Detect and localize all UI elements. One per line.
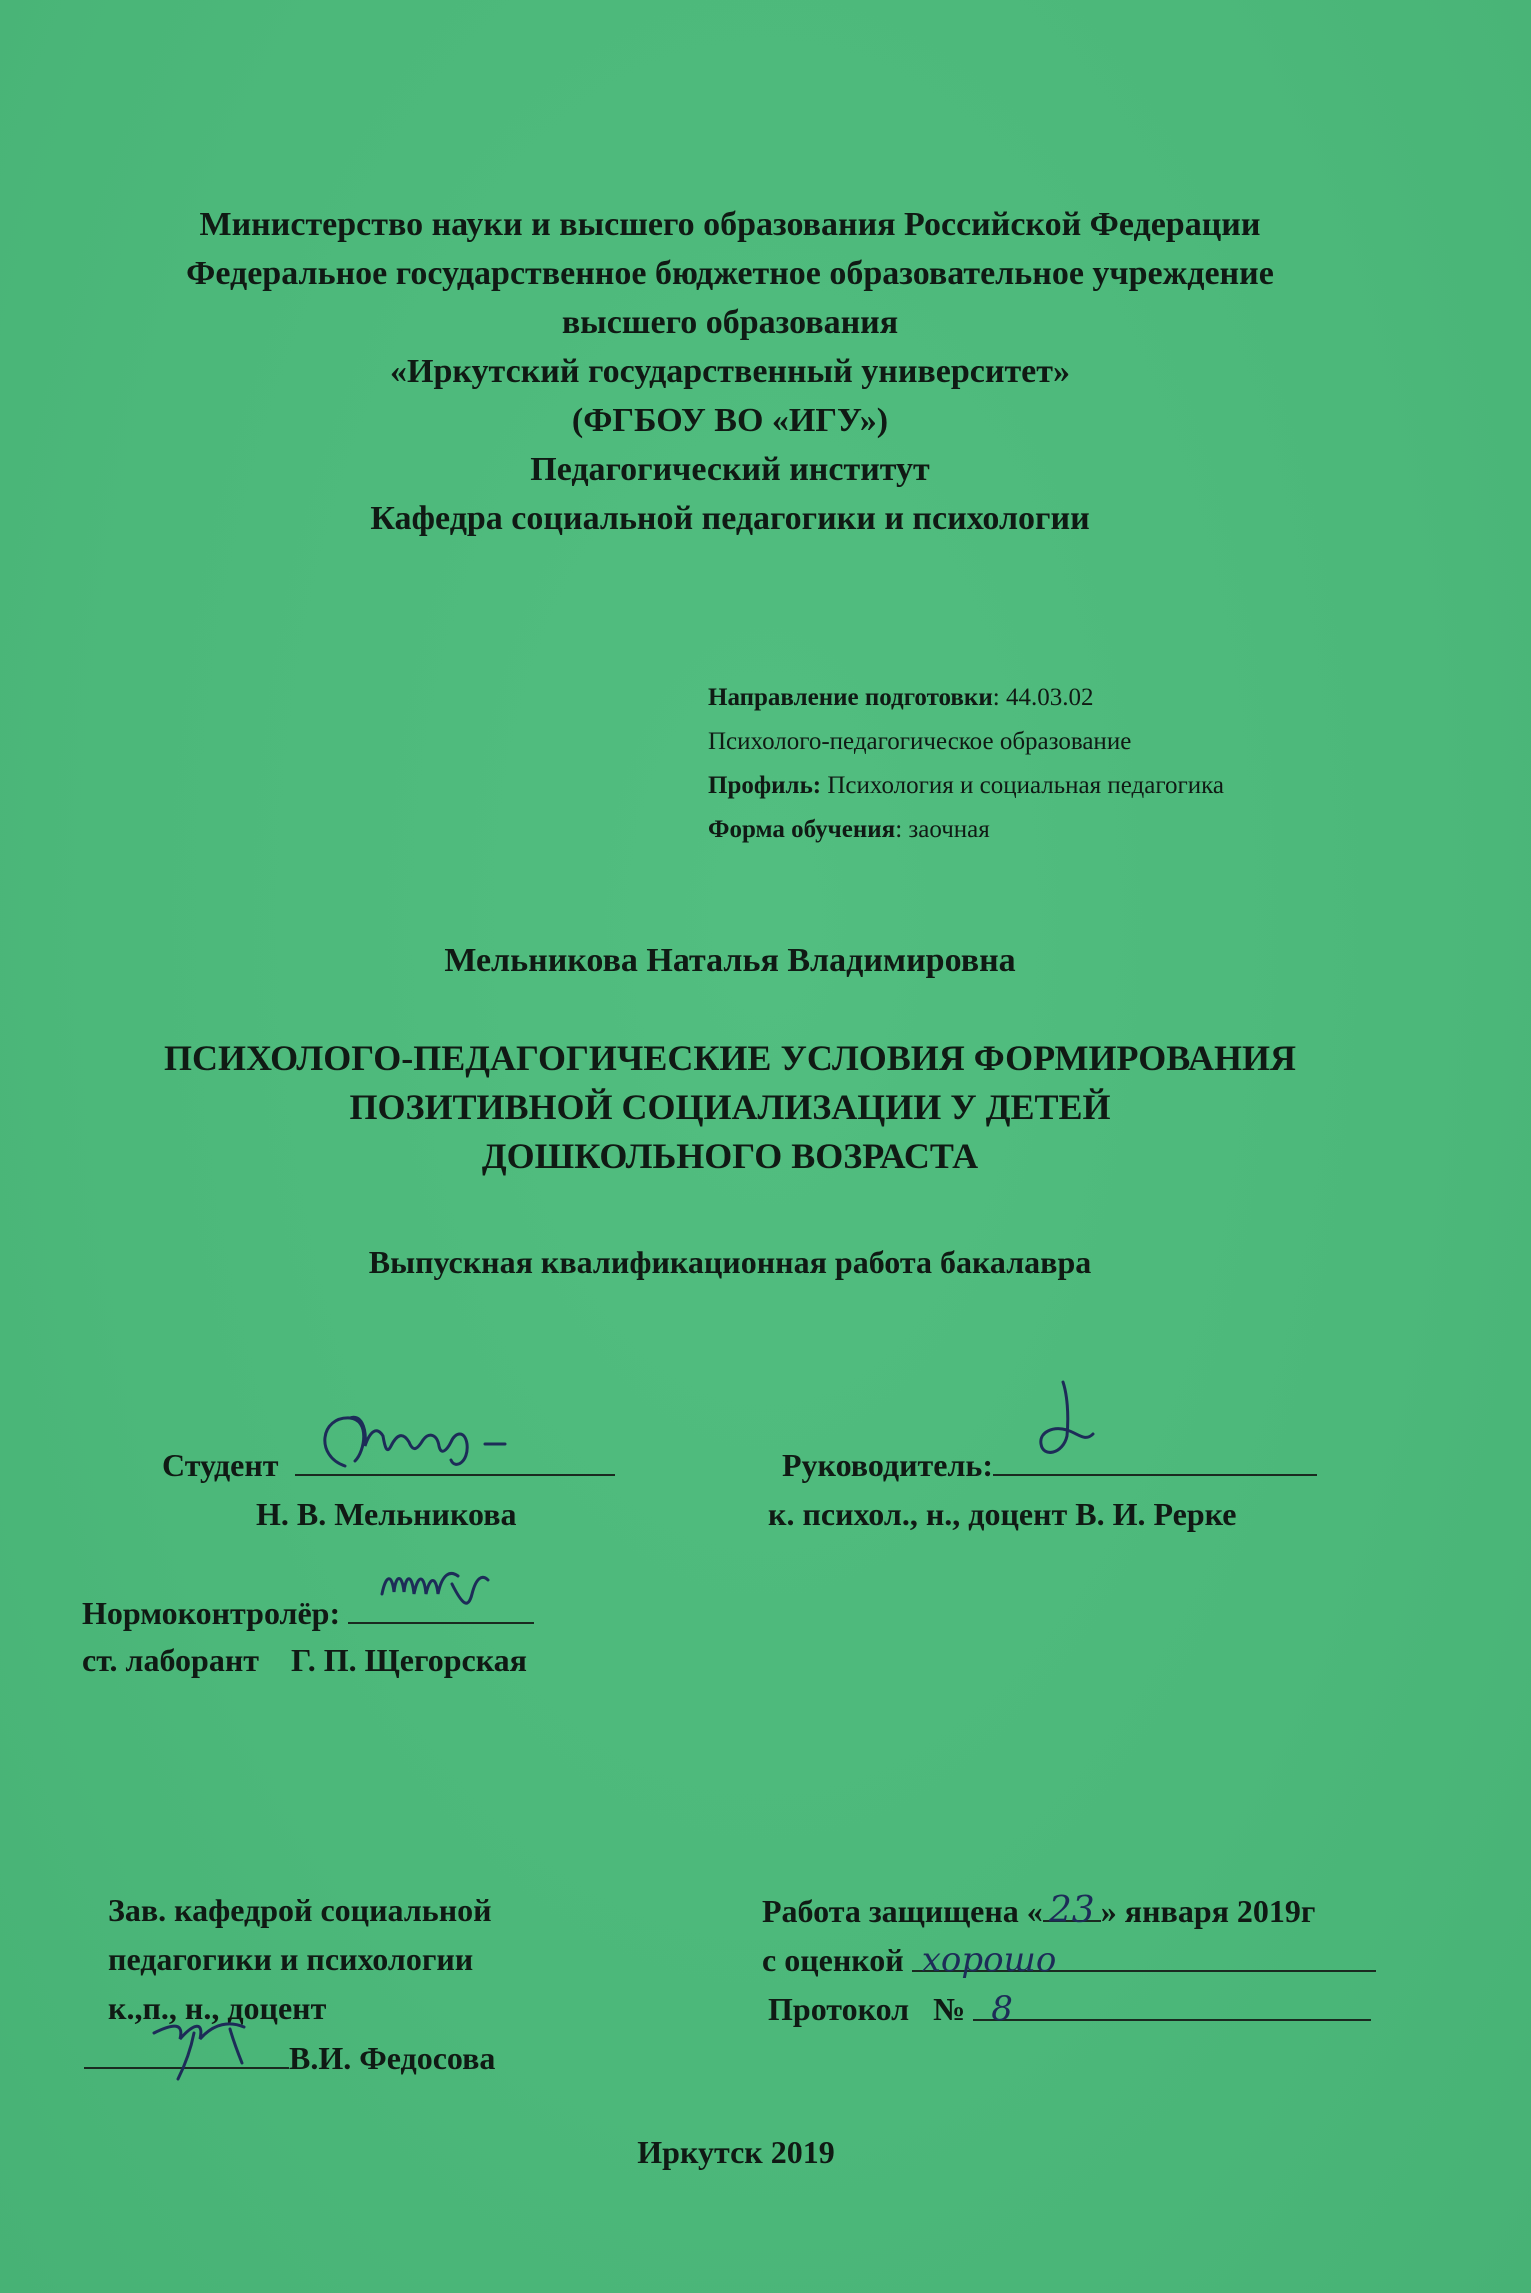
normcontrol-signature-block: [82, 1588, 534, 1637]
direction-label: Направление подготовки: [708, 684, 993, 711]
student-label: Студент: [162, 1447, 279, 1483]
defense-date-suffix: » января 2019г: [1100, 1893, 1316, 1929]
education-level-line: высшего образования: [561, 304, 899, 341]
head-signature-row: [108, 2033, 495, 2083]
grade-value: хорошо: [921, 1940, 1057, 1980]
head-line-1: Зав. кафедрой социальной: [108, 1892, 492, 1928]
work-type: Выпускная квалификационная работа бакалавра: [368, 1244, 1092, 1280]
direction-name: Психолого-педагогическое образование: [708, 728, 1132, 755]
title-line-3: ДОШКОЛЬНОГО ВОЗРАСТА: [481, 1136, 979, 1176]
defense-date-prefix: Работа защищена «: [762, 1893, 1043, 1929]
profile-label: Профиль:: [708, 772, 822, 799]
student-name: Н. В. Мельникова: [256, 1496, 517, 1532]
head-line-2: педагогики и психологии: [108, 1941, 474, 1977]
defense-day-field: [1043, 1886, 1101, 1931]
head-name: В.И. Федосова: [289, 2040, 496, 2076]
thesis-title: [0, 1034, 1460, 1181]
student-signature-line: [295, 1440, 615, 1476]
institution-type-line: Федеральное государственное бюджетное образовательное учреждение: [186, 255, 1274, 292]
protocol-line: [762, 1985, 1376, 2034]
author-name: Мельникова Наталья Владимировна: [444, 942, 1016, 979]
city-year: Иркутск 2019: [637, 2134, 835, 2170]
advisor-label: Руководитель:: [782, 1447, 993, 1483]
university-abbr: (ФГБОУ ВО «ИГУ»): [571, 402, 889, 439]
head-line-3: к.,п., н., доцент: [108, 1990, 327, 2026]
student-handwritten-signature: [305, 1406, 555, 1476]
normcontrol-name: ст. лаборант Г. П. Щегорская: [82, 1642, 527, 1678]
university-name: «Иркутский государственный университет»: [390, 353, 1070, 390]
normcontrol-signature-line: [348, 1588, 534, 1624]
advisor-signature-line: [993, 1440, 1317, 1476]
advisor-signature-block: [782, 1440, 1317, 1489]
form-value: : заочная: [895, 816, 990, 843]
head-signature-line: [84, 2033, 289, 2069]
normcontrol-label: Нормоконтролёр:: [82, 1595, 341, 1631]
title-line-1: ПСИХОЛОГО-ПЕДАГОГИЧЕСКИЕ УСЛОВИЯ ФОРМИРОВАНИЯ: [164, 1038, 1296, 1078]
ministry-line: Министерство науки и высшего образования Российской Федерации: [199, 206, 1261, 243]
department-name: Кафедра социальной педагогики и психологии: [370, 500, 1090, 537]
grade-field: [912, 1936, 1376, 1980]
protocol-label: Протокол №: [768, 1991, 966, 2027]
defense-block: [762, 1886, 1376, 2034]
normcontrol-handwritten-signature: [372, 1554, 512, 1614]
head-of-department-block: [108, 1886, 495, 2083]
advisor-name: к. психол., н., доцент В. И. Рерке: [768, 1496, 1237, 1532]
student-signature-block: [162, 1440, 615, 1489]
form-label: Форма обучения: [708, 816, 896, 843]
advisor-handwritten-signature: [1023, 1374, 1113, 1474]
protocol-number: 8: [991, 1989, 1013, 2029]
protocol-field: [973, 1985, 1371, 2029]
profile-value: Психология и социальная педагогика: [821, 772, 1224, 799]
institution-header: [0, 200, 1460, 543]
grade-line: [762, 1936, 1376, 1985]
grade-label: с оценкой: [762, 1942, 904, 1978]
form-line: [708, 808, 1224, 852]
profile-line: [708, 764, 1224, 808]
program-block: [708, 676, 1224, 852]
defense-day: 23: [1048, 1890, 1095, 1931]
institute-name: Педагогический институт: [530, 451, 930, 488]
defense-date-line: [762, 1886, 1376, 1936]
direction-line: [708, 676, 1224, 720]
title-line-2: ПОЗИТИВНОЙ СОЦИАЛИЗАЦИИ У ДЕТЕЙ: [349, 1087, 1111, 1127]
direction-code: : 44.03.02: [992, 684, 1094, 711]
